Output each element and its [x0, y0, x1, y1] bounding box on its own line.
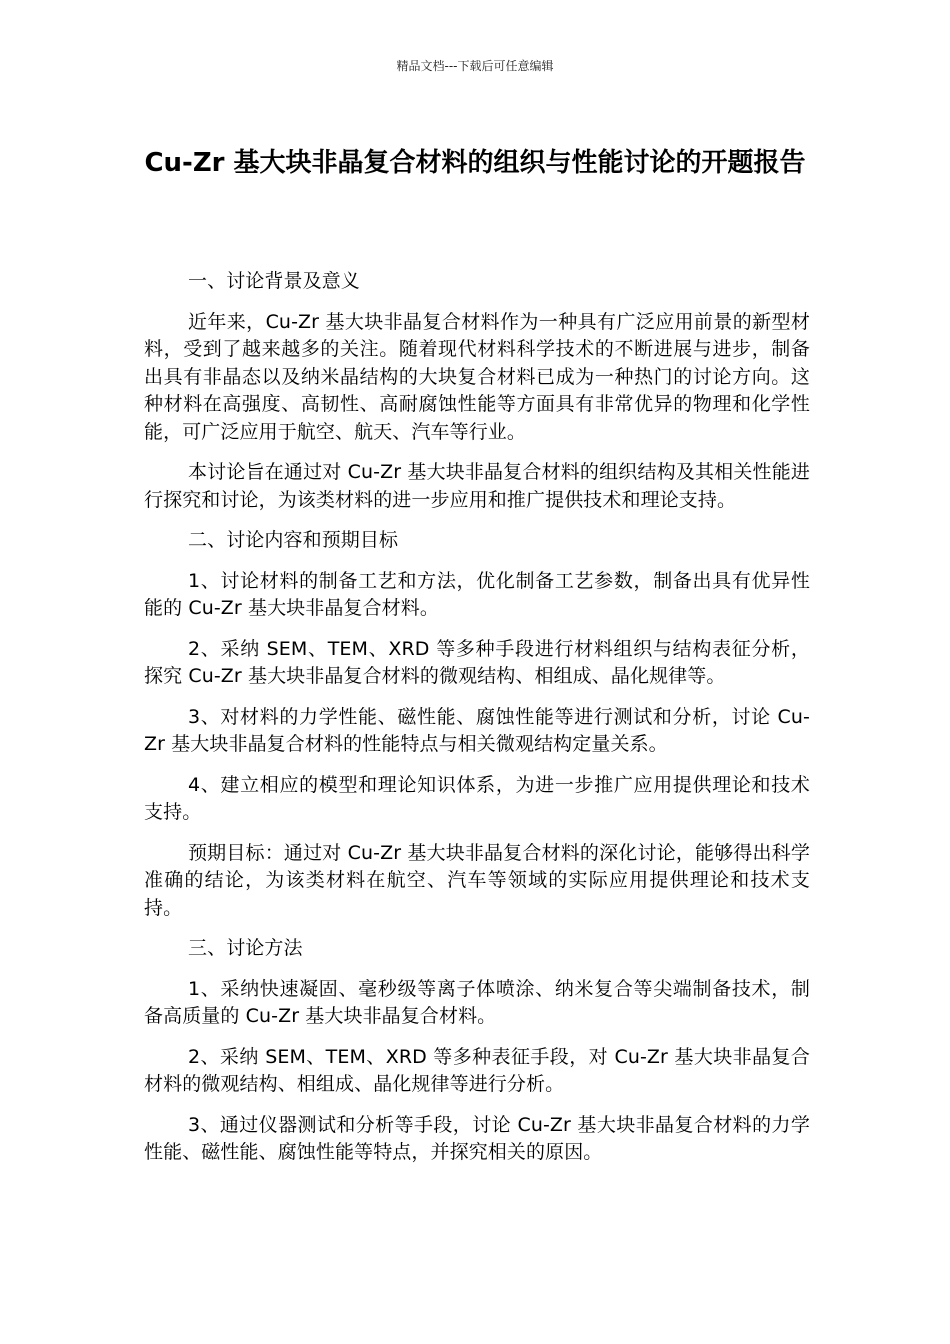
list-item-content-4: 4、建立相应的模型和理论知识体系，为进一步推广应用提供理论和技术支持。 [144, 773, 810, 823]
section-heading-methods: 三、讨论方法 [188, 937, 303, 959]
page-header-note: 精品文档---下载后可任意编辑 [396, 59, 554, 73]
list-item-content-2: 2、采纳 SEM、TEM、XRD 等多种手段进行材料组织与结构表征分析，探究 Cu-Zr 基大块非晶复合材料的微观结构、相组成、晶化规律等。 [144, 637, 810, 687]
section-heading-background: 一、讨论背景及意义 [188, 270, 360, 292]
section-heading-content-goals: 二、讨论内容和预期目标 [188, 529, 399, 551]
document-title: Cu-Zr 基大块非晶复合材料的组织与性能讨论的开题报告 [144, 148, 806, 178]
paragraph-expected-goals: 预期目标：通过对 Cu-Zr 基大块非晶复合材料的深化讨论，能够得出科学准确的结论，为该类材料在航空、汽车等领域的实际应用提供理论和技术支持。 [144, 841, 810, 919]
list-item-method-3: 3、通过仪器测试和分析等手段，讨论 Cu-Zr 基大块非晶复合材料的力学性能、磁性能、腐蚀性能等特点，并探究相关的原因。 [144, 1113, 810, 1163]
list-item-content-3: 3、对材料的力学性能、磁性能、腐蚀性能等进行测试和分析，讨论 Cu-Zr 基大块非晶复合材料的性能特点与相关微观结构定量关系。 [144, 705, 810, 755]
list-item-content-1: 1、讨论材料的制备工艺和方法，优化制备工艺参数，制备出具有优异性能的 Cu-Zr 基大块非晶复合材料。 [144, 569, 810, 619]
paragraph-purpose: 本讨论旨在通过对 Cu-Zr 基大块非晶复合材料的组织结构及其相关性能进行探究和讨论，为该类材料的进一步应用和推广提供技术和理论支持。 [144, 461, 810, 511]
document-body [144, 268, 810, 1180]
paragraph-background: 近年来，Cu-Zr 基大块非晶复合材料作为一种具有广泛应用前景的新型材料，受到了越来越多的关注。随着现代材料科学技术的不断进展与进步，制备出具有非晶态以及纳米晶结构的大块复合材料已成为一种热门的讨论方向。这种材料在高强度、高韧性、高耐腐蚀性能等方面具有非常优异的物理和化学性能，可广泛应用于航空、航天、汽车等行业。 [144, 310, 810, 443]
list-item-method-2: 2、采纳 SEM、TEM、XRD 等多种表征手段，对 Cu-Zr 基大块非晶复合材料的微观结构、相组成、晶化规律等进行分析。 [144, 1045, 810, 1095]
list-item-method-1: 1、采纳快速凝固、毫秒级等离子体喷涂、纳米复合等尖端制备技术，制备高质量的 Cu-Zr 基大块非晶复合材料。 [144, 977, 810, 1027]
